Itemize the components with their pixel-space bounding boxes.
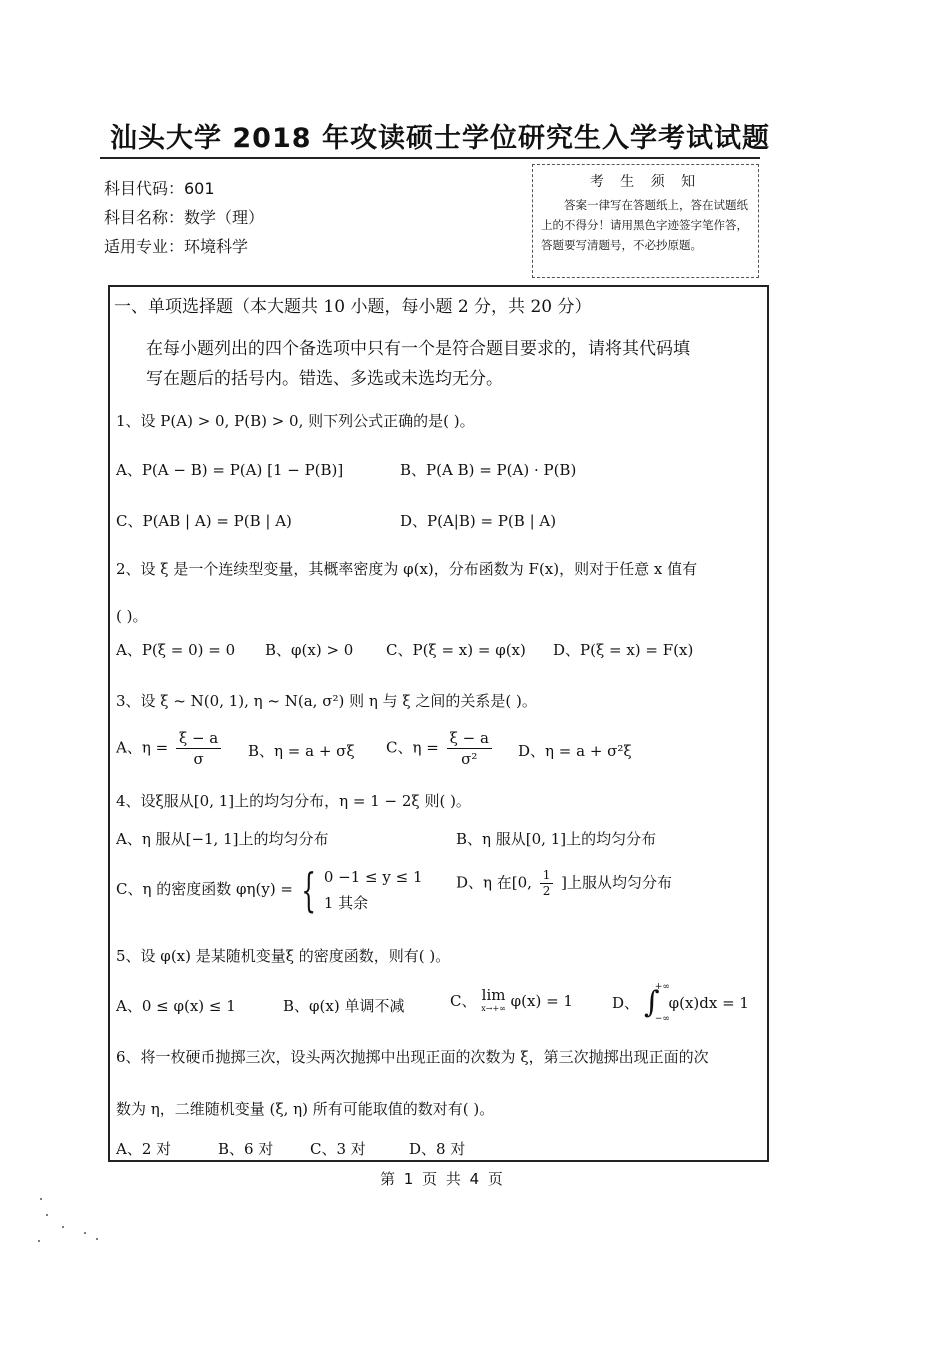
q2-option-d: D、P(ξ = x) = F(x) [553, 641, 694, 659]
scan-speck [84, 1232, 86, 1234]
left-brace: { [301, 863, 316, 917]
subject-code: 科目代码：601 [104, 179, 215, 198]
instruction-line-2: 写在题后的括号内。错选、多选或未选均无分。 [146, 369, 503, 389]
q5-c-prefix: C、 [450, 992, 477, 1010]
q5-c-lim-word: lim [481, 986, 506, 1004]
q4-c-case-1: 0 −1 ≤ y ≤ 1 [323, 868, 423, 886]
q4-d-rhs: ]上服从均匀分布 [561, 873, 673, 892]
q4-d-lhs: D、η 在[0, [456, 873, 532, 892]
q3-a-denominator: σ [193, 750, 204, 768]
notice-title: 考 生 须 知 [589, 174, 702, 190]
q3-option-c [386, 728, 495, 769]
q3-a-lhs: A、η = [116, 738, 169, 757]
q4-c-cases [324, 864, 423, 916]
q3-option-a [116, 728, 224, 769]
candidate-notice-box [532, 164, 759, 278]
q5-option-b: B、φ(x) 单调不减 [283, 997, 405, 1015]
q1-option-c: C、P(AB | A) = P(B | A) [116, 512, 292, 530]
integral-sign [643, 982, 670, 1024]
scan-speck [40, 1198, 42, 1200]
section-heading: 一、单项选择题（本大题共 10 小题，每小题 2 分，共 20 分） [114, 297, 592, 317]
q2-stem-cont: ( )。 [116, 607, 148, 625]
q3-option-d: D、η = a + σ²ξ [518, 742, 632, 760]
integral-lower-limit: −∞ [654, 1014, 670, 1024]
integral-upper-limit: +∞ [654, 982, 670, 992]
q1-option-a: A、P(A − B) = P(A) [1 − P(B)] [116, 461, 344, 479]
q4-option-c [116, 864, 423, 916]
q4-d-numerator: 1 [540, 868, 554, 884]
q5-option-d [612, 982, 749, 1024]
q5-c-rhs: φ(x) = 1 [510, 992, 573, 1010]
q5-d-rhs: φ(x)dx = 1 [668, 994, 749, 1012]
q4-d-fraction [540, 868, 554, 899]
q3-a-fraction [176, 728, 221, 769]
scan-speck [46, 1214, 48, 1216]
q6-stem: 6、将一枚硬币抛掷三次，设头两次抛掷中出现正面的次数为 ξ，第三次抛掷出现正面的次 [116, 1048, 709, 1066]
q1-option-b: B、P(A B) = P(A) · P(B) [400, 461, 577, 479]
q3-c-numerator: ξ − a [447, 728, 492, 749]
q2-option-b: B、φ(x) > 0 [265, 641, 354, 659]
q5-stem: 5、设 φ(x) 是某随机变量ξ 的密度函数，则有( )。 [116, 947, 451, 965]
q1-option-d: D、P(A|B) = P(B | A) [400, 512, 557, 530]
page-number: 第 1 页 共 4 页 [380, 1170, 505, 1188]
q6-option-a: A、2 对 [116, 1140, 172, 1158]
q3-a-numerator: ξ − a [176, 728, 221, 749]
q5-c-lim-subscript: x→+∞ [481, 1004, 506, 1013]
q5-option-c [450, 988, 573, 1016]
title-rule [100, 157, 760, 159]
q6-option-c: C、3 对 [310, 1140, 366, 1158]
q2-option-a: A、P(ξ = 0) = 0 [116, 641, 236, 659]
q2-option-c: C、P(ξ = x) = φ(x) [386, 641, 526, 659]
q4-c-case-2: 1 其余 [323, 894, 369, 912]
q5-c-limit [481, 988, 506, 1016]
q6-option-b: B、6 对 [218, 1140, 274, 1158]
q4-c-lhs: C、η 的密度函数 φη(y) = [116, 880, 294, 898]
q3-c-denominator: σ² [461, 750, 478, 768]
q4-option-d [456, 868, 672, 899]
scan-speck [38, 1240, 40, 1242]
q3-option-b: B、η = a + σξ [248, 742, 355, 760]
exam-title: 汕头大学 2018 年攻读硕士学位研究生入学考试试题 [110, 123, 770, 154]
q3-c-fraction [447, 728, 492, 769]
q3-c-lhs: C、η = [386, 738, 439, 757]
notice-text: 答案一律写在答题纸上，答在试题纸上的不得分！请用黑色字迹签字笔作答，答题要写清题号，不必抄原题。 [541, 198, 748, 252]
applicable-major: 适用专业：环境科学 [104, 237, 249, 256]
integral-symbol: ∫ [643, 985, 660, 1020]
q6-stem-cont: 数为 η，二维随机变量 (ξ, η) 所有可能取值的数对有( )。 [116, 1100, 495, 1118]
q4-option-a: A、η 服从[−1, 1]上的均匀分布 [116, 830, 329, 848]
q5-d-prefix: D、 [612, 994, 640, 1012]
q4-d-denominator: 2 [542, 884, 551, 898]
q5-option-a: A、0 ≤ φ(x) ≤ 1 [116, 997, 236, 1015]
scan-speck [96, 1238, 98, 1240]
q2-stem: 2、设 ξ 是一个连续型变量，其概率密度为 φ(x)，分布函数为 F(x)，则对于任意 x 值有 [116, 560, 698, 578]
instruction-line-1: 在每小题列出的四个备选项中只有一个是符合题目要求的，请将其代码填 [146, 339, 690, 359]
q4-option-b: B、η 服从[0, 1]上的均匀分布 [456, 830, 657, 848]
q6-option-d: D、8 对 [409, 1140, 466, 1158]
scan-speck [62, 1226, 64, 1228]
subject-name: 科目名称：数学（理） [104, 208, 265, 227]
q4-stem: 4、设ξ服从[0, 1]上的均匀分布，η = 1 − 2ξ 则( )。 [116, 792, 471, 810]
q1-stem: 1、设 P(A) > 0, P(B) > 0, 则下列公式正确的是( )。 [116, 412, 475, 430]
q3-stem: 3、设 ξ ~ N(0, 1), η ~ N(a, σ²) 则 η 与 ξ 之间的关系是( )。 [116, 692, 537, 710]
